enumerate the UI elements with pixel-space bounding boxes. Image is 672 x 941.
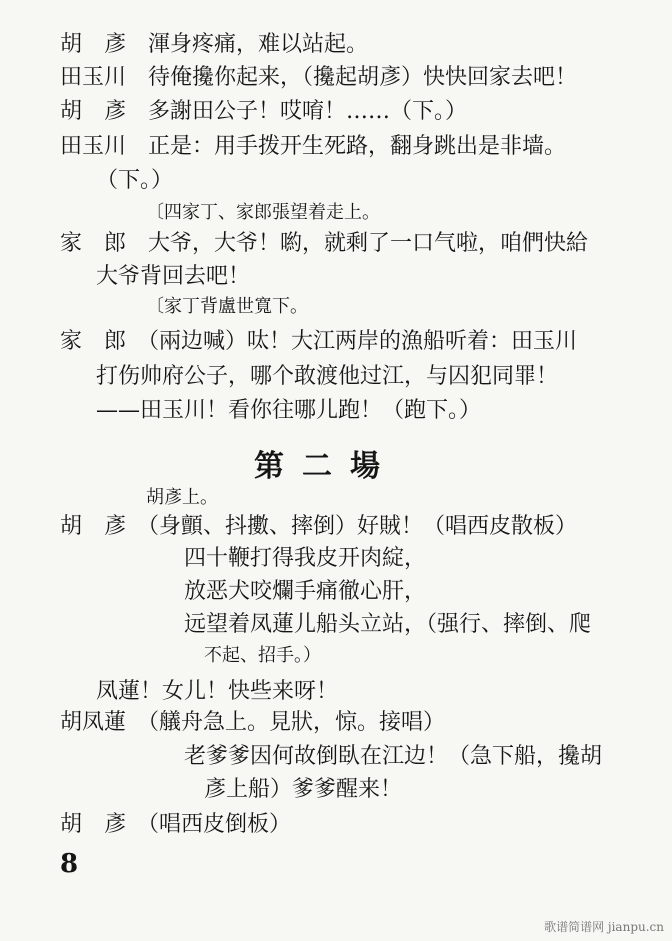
dialogue-continuation: 凤蓮！女儿！快些来呀！ <box>96 679 339 704</box>
stage-direction: 胡彥上。 <box>146 487 218 508</box>
dialogue-line: 胡 彥 （唱西皮倒板） <box>60 812 292 837</box>
song-line: 彥上船）爹爹醒来！ <box>204 777 403 802</box>
song-line: 老爹爹因何故倒臥在江边！（急下船，攙胡 <box>184 744 603 769</box>
stage-direction: （下。） <box>96 168 174 193</box>
dialogue-line: 田玉川 正是：用手拨开生死路，翻身跳出是非墙。 <box>60 134 567 159</box>
watermark: 歌谱简谱网 jianpu.cn <box>544 920 664 934</box>
dialogue-line: 家 郎 大爷，大爷！喲，就剩了一口气啦，咱們快給 <box>60 231 589 256</box>
page-number: 8 <box>60 849 79 879</box>
dialogue-line: 胡 彥 多謝田公子！哎唷！……（下。） <box>60 99 468 124</box>
song-line: 四十鞭打得我皮开肉綻， <box>184 546 427 571</box>
song-line: 放恶犬咬爛手痛徹心肝， <box>184 579 427 604</box>
stage-direction: 〔家丁背盧世寬下。 <box>146 296 308 317</box>
dialogue-line: 胡 彥 （身顫、抖擻、摔倒）好賊！（唱西皮散板） <box>60 514 578 539</box>
dialogue-line: 田玉川 待俺攙你起来，（攙起胡彥）快快回家去吧！ <box>60 65 578 90</box>
dialogue-line: 家 郎 （兩边喊）呔！大江两岸的漁船听着：田玉川 <box>60 329 578 354</box>
dialogue-line: 胡凤蓮 （艤舟急上。見狀，惊。接唱） <box>60 710 446 735</box>
dialogue-continuation: 打伤帅府公子，哪个敢渡他过江，与囚犯同罪！ <box>96 364 559 389</box>
dialogue-line: 胡 彥 渾身疼痛，难以站起。 <box>60 32 369 57</box>
song-line: 远望着凤蓮儿船头立站，（强行、摔倒、爬 <box>184 612 592 637</box>
dialogue-continuation: 大爷背回去吧！ <box>96 264 251 289</box>
scene-title: 第二場 <box>254 449 398 484</box>
stage-direction: 不起、招手。） <box>204 645 321 666</box>
stage-direction: 〔四家丁、家郎張望着走上。 <box>146 202 380 223</box>
dialogue-continuation: ——田玉川！看你往哪儿跑！（跑下。） <box>96 398 482 423</box>
